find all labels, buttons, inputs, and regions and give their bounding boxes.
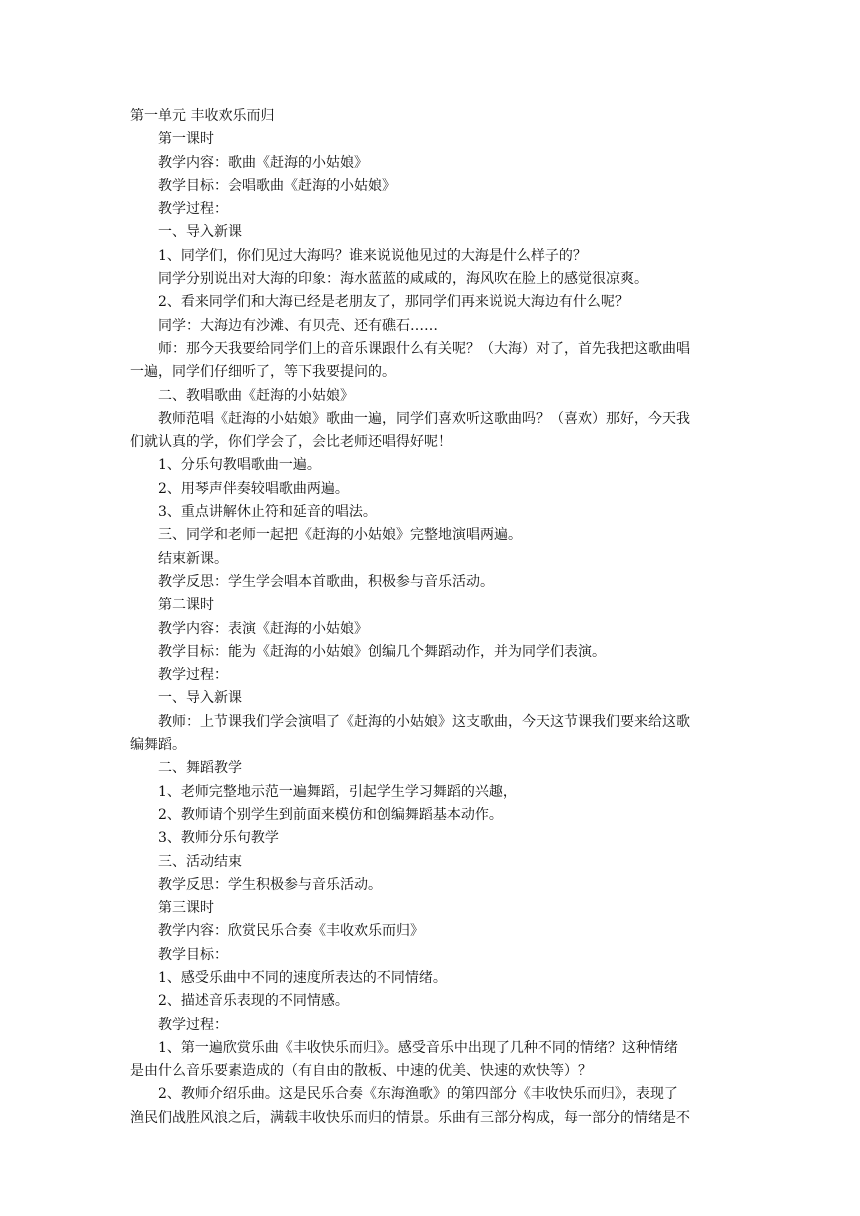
text-line: 结束新课。 <box>158 550 228 567</box>
text-line: 三、同学和老师一起把《赶海的小姑娘》完整地演唱两遍。 <box>158 527 522 544</box>
text-line: 2、用琴声伴奏较唱歌曲两遍。 <box>158 480 349 497</box>
text-line: 3、教师分乐句教学 <box>158 830 279 847</box>
text-line: 第三课时 <box>158 900 214 917</box>
text-line: 第二课时 <box>158 597 214 614</box>
text-line: 教学目标：会唱歌曲《赶海的小姑娘》 <box>158 177 396 194</box>
text-line: 编舞蹈。 <box>130 737 186 754</box>
text-line: 同学：大海边有沙滩、有贝壳、还有礁石…… <box>158 317 438 334</box>
text-line: 三、活动结束 <box>158 853 242 870</box>
text-line: 2、描述音乐表现的不同情感。 <box>158 993 349 1010</box>
text-line: 们就认真的学，你们学会了，会比老师还唱得好呢！ <box>130 434 452 451</box>
text-line: 2、教师介绍乐曲。这是民乐合奏《东海渔歌》的第四部分《丰收快乐而归》，表现了 <box>158 1086 678 1103</box>
text-line: 一遍，同学们仔细听了，等下我要提问的。 <box>130 364 396 381</box>
text-line: 一、导入新课 <box>158 224 242 241</box>
text-line: 二、舞蹈教学 <box>158 760 242 777</box>
text-line: 是由什么音乐要素造成的（有自由的散板、中速的优美、快速的欢快等）？ <box>130 1063 592 1080</box>
text-line: 2、看来同学们和大海已经是老朋友了，那同学们再来说说大海边有什么呢？ <box>158 294 629 311</box>
document-title: 第一单元 丰收欢乐而归 <box>130 108 275 124</box>
text-line: 一、导入新课 <box>158 690 242 707</box>
document-page <box>130 105 736 1130</box>
text-line: 渔民们战胜风浪之后，满载丰收快乐而归的情景。乐曲有三部分构成，每一部分的情绪是不 <box>130 1109 690 1126</box>
text-line: 教师：上节课我们学会演唱了《赶海的小姑娘》这支歌曲，今天这节课我们要来给这歌 <box>158 713 690 730</box>
text-line: 教学过程： <box>158 201 228 218</box>
text-line: 教学内容：欣赏民乐合奏《丰收欢乐而归》 <box>158 923 424 940</box>
text-line: 2、教师请个别学生到前面来模仿和创编舞蹈基本动作。 <box>158 806 503 823</box>
text-line: 教学内容：歌曲《赶海的小姑娘》 <box>158 154 368 171</box>
text-line: 教学过程： <box>158 1016 228 1033</box>
text-line: 教学反思：学生学会唱本首歌曲，积极参与音乐活动。 <box>158 573 494 590</box>
text-line: 教学过程： <box>158 667 228 684</box>
text-line: 1、感受乐曲中不同的速度所表达的不同情绪。 <box>158 969 447 986</box>
text-line: 1、第一遍欣赏乐曲《丰收快乐而归》。感受音乐中出现了几种不同的情绪？这种情绪 <box>158 1039 678 1056</box>
text-line: 教师范唱《赶海的小姑娘》歌曲一遍，同学们喜欢听这歌曲吗？（喜欢）那好，今天我 <box>158 410 690 427</box>
text-line: 教学目标：能为《赶海的小姑娘》创编几个舞蹈动作，并为同学们表演。 <box>158 643 606 660</box>
text-line: 教学内容：表演《赶海的小姑娘》 <box>158 620 368 637</box>
text-line: 同学分别说出对大海的印象：海水蓝蓝的咸咸的，海风吹在脸上的感觉很凉爽。 <box>158 271 648 288</box>
text-line: 教学目标： <box>158 946 228 963</box>
text-line: 师：那今天我要给同学们上的音乐课跟什么有关呢？（大海）对了，首先我把这歌曲唱 <box>158 340 690 357</box>
text-line: 第一课时 <box>158 131 214 148</box>
text-line: 1、老师完整地示范一遍舞蹈，引起学生学习舞蹈的兴趣， <box>158 783 517 800</box>
text-line: 1、分乐句教唱歌曲一遍。 <box>158 457 321 474</box>
text-line: 3、重点讲解休止符和延音的唱法。 <box>158 504 377 521</box>
text-line: 1、同学们，你们见过大海吗？谁来说说他见过的大海是什么样子的？ <box>158 247 587 264</box>
text-line: 二、教唱歌曲《赶海的小姑娘》 <box>158 387 354 404</box>
text-line: 教学反思：学生积极参与音乐活动。 <box>158 876 382 893</box>
